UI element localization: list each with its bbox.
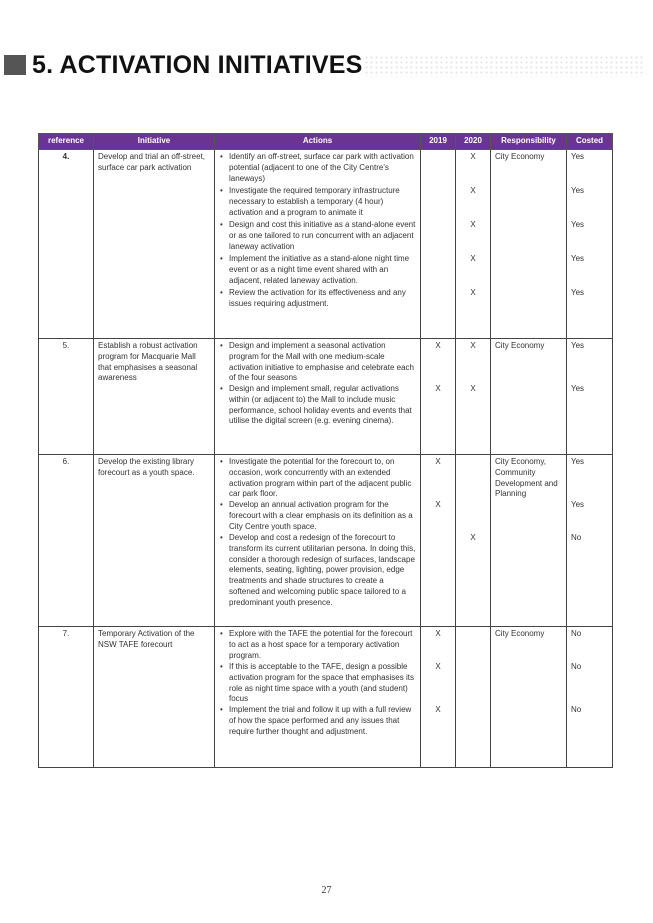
row-2020	[456, 627, 491, 768]
row-2019: X X	[421, 339, 456, 455]
bullet-icon: •	[220, 220, 223, 229]
action-item: • Implement the initiative as a stand-alone night time event or as a night time event shared with an adjacent, related laneway activation.	[220, 254, 410, 285]
row-initiative: Establish a robust activation program for Macquarie Mall that emphasises a seasonal awareness	[94, 339, 215, 455]
bullet-icon: •	[220, 533, 223, 542]
action-item: • Investigate the potential for the forecourt to, on occasion, work concurrently with an extended activation program within part of the adjacent public car park floor.	[220, 457, 412, 499]
activation-table	[38, 133, 613, 768]
bullet-icon: •	[220, 629, 223, 638]
row-actions	[215, 455, 421, 627]
action-item: • If this is acceptable to the TAFE, design a possible activation program for the space that emphasises its role as night time space with a youth (and student) focus	[220, 662, 414, 704]
row-costed: Yes Yes Yes Yes Yes	[567, 150, 613, 339]
bullet-icon: •	[220, 384, 223, 393]
row-2019: X X X	[421, 627, 456, 768]
row-2020: X X	[456, 339, 491, 455]
row-actions	[215, 339, 421, 455]
row-responsibility: City Economy	[491, 627, 567, 768]
row-2020: X X X X X	[456, 150, 491, 339]
header-initiative: Initiative	[94, 134, 215, 150]
bullet-icon: •	[220, 500, 223, 509]
table-row	[39, 150, 613, 339]
header-2019: 2019	[421, 134, 456, 150]
row-reference: 4.	[39, 150, 94, 339]
row-initiative: Develop the existing library forecourt as a youth space.	[94, 455, 215, 627]
row-2019: X X	[421, 455, 456, 627]
row-reference: 5.	[39, 339, 94, 455]
action-item: • Investigate the required temporary infrastructure necessary to establish a temporary (4 hour) activation and a program to animate it	[220, 186, 400, 217]
action-item: • Explore with the TAFE the potential for the forecourt to act as a host space for a temporary activation program.	[220, 629, 413, 660]
table-row	[39, 455, 613, 627]
header-actions: Actions	[215, 134, 421, 150]
heading-marker-block	[4, 55, 26, 75]
row-responsibility: City Economy	[491, 339, 567, 455]
table-header-row	[39, 134, 613, 150]
row-2019	[421, 150, 456, 339]
bullet-icon: •	[220, 705, 223, 714]
row-reference: 6.	[39, 455, 94, 627]
bullet-icon: •	[220, 288, 223, 297]
table-row	[39, 339, 613, 455]
bullet-icon: •	[220, 152, 223, 161]
bullet-icon: •	[220, 341, 223, 350]
row-responsibility: City Economy, Community Development and Planning	[491, 455, 567, 627]
action-item: • Review the activation for its effectiveness and any issues requiring adjustment.	[220, 288, 406, 308]
row-costed: Yes Yes No	[567, 455, 613, 627]
header-2020: 2020	[456, 134, 491, 150]
row-responsibility: City Economy	[491, 150, 567, 339]
row-initiative: Temporary Activation of the NSW TAFE forecourt	[94, 627, 215, 768]
header-responsibility: Responsibility	[491, 134, 567, 150]
bullet-icon: •	[220, 662, 223, 671]
bullet-icon: •	[220, 254, 223, 263]
heading-dot-pattern	[364, 55, 644, 77]
header-reference: reference	[39, 134, 94, 150]
row-initiative: Develop and trial an off-street, surface car park activation	[94, 150, 215, 339]
row-costed: No No No	[567, 627, 613, 768]
section-title: 5. ACTIVATION INITIATIVES	[32, 51, 363, 79]
row-costed: Yes Yes	[567, 339, 613, 455]
header-costed: Costed	[567, 134, 613, 150]
bullet-icon: •	[220, 186, 223, 195]
row-2020: X	[456, 455, 491, 627]
action-item: • Implement the trial and follow it up with a full review of how the space performed and any issues that require further thought and adjustment.	[220, 705, 412, 736]
action-item: • Design and implement a seasonal activation program for the Mall with one medium-scale activation initiative to emphasise and celebrate each of the four seasons	[220, 341, 414, 383]
bullet-icon: •	[220, 457, 223, 466]
action-item: • Develop and cost a redesign of the forecourt to transform its current utilitarian persona. In doing this, consider a thorough redesign of surfaces, landscape elements, seating, lighting, power provision, edge treatments and shade structures to create a softened and welcoming public space tailored to a predominant youth presence.	[220, 533, 416, 607]
row-actions	[215, 627, 421, 768]
action-item: • Develop an annual activation program for the forecourt with a clear emphasis on its definition as a City Centre youth space.	[220, 500, 413, 531]
section-heading	[4, 52, 644, 82]
action-item: • Identify an off-street, surface car park with activation potential (adjacent to one of the City Centre's laneways)	[220, 152, 414, 183]
row-actions	[215, 150, 421, 339]
action-item: • Design and cost this initiative as a stand-alone event or as one tailored to run concurrent with an adjacent laneway activation	[220, 220, 416, 251]
page-number: 27	[321, 885, 332, 896]
action-item: • Design and implement small, regular activations within (or adjacent to) the Mall to include music performance, school holiday events and events that utilise the digital screen (e.g. evening cinema).	[220, 384, 412, 426]
row-reference: 7.	[39, 627, 94, 768]
table-row	[39, 627, 613, 768]
